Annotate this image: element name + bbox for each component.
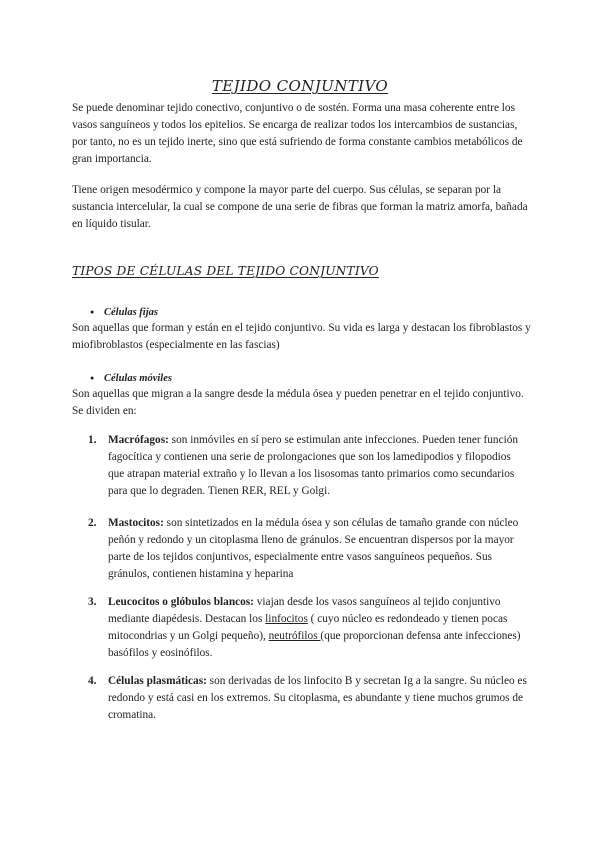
bullet-dot-icon: ● [90, 374, 95, 382]
intro-paragraph-1: Se puede denominar tejido conectivo, conjuntivo o de sostén. Forma una masa coherente entre los vasos sanguíneos y todos los epitelios. Se encarga de realizar todos los intercambios de sustancias, por tanto, no es un tejido inerte, sino que está sufriendo de forma constante cambios metabólicos de gran importancia. [72, 102, 523, 165]
list-item-body [108, 515, 528, 583]
list-item-text: son derivadas de los linfocito B y secretan Ig a la sangre. Su núcleo es redondo y está casi en los extremos. Su citoplasma, es abundante y tiene muchos grumos de cromatina. [108, 675, 527, 721]
bullet-label-fijas: Células fijas [104, 307, 158, 318]
list-item-text: son inmóviles en sí pero se estimulan ante infecciones. Pueden tener función fagocítica y contienen una serie de prolongaciones que son los lamedipodios y filopodios que atrapan material extraño y lo llevan a los lisosomas tanto primarios como secundarios para que lo degraden. Tienen RER, REL y Golgi. [108, 434, 519, 497]
list-item-term: Macrófagos: [108, 434, 169, 446]
list-item-number: 4. [88, 675, 97, 687]
list-item-term: Mastocitos: [108, 517, 164, 529]
link-neutrofilos[interactable]: neutrófilos [268, 630, 321, 642]
list-item-body [108, 673, 528, 724]
list-item-number: 3. [88, 596, 97, 608]
list-item-text: (que proporcionan defensa ante infecciones) basófilos y eosinófilos. [108, 630, 521, 659]
list-item-term: Células plasmáticas: [108, 675, 207, 687]
bullet-label-moviles: Células móviles [104, 373, 172, 384]
list-item-number: 1. [88, 434, 97, 446]
list-item-number: 2. [88, 517, 97, 529]
list-item-body [108, 594, 528, 662]
list-item-text: viajan desde los vasos sanguíneos al tejido conjuntivo mediante diapédesis. Destacan los [108, 596, 501, 625]
list-item-body [108, 432, 528, 500]
fijas-paragraph: Son aquellas que forman y están en el tejido conjuntivo. Su vida es larga y destacan los fibroblastos y miofibroblastos (especialmente en las fascias) [72, 322, 531, 351]
bullet-celulas-moviles [90, 370, 510, 387]
section-heading: TIPOS DE CÉLULAS DEL TEJIDO CONJUNTIVO [72, 264, 379, 278]
list-item-term: Leucocitos o glóbulos blancos: [108, 596, 254, 608]
moviles-paragraph: Son aquellas que migran a la sangre desde la médula ósea y pueden penetrar en el tejido conjuntivo. Se dividen en: [72, 388, 524, 417]
link-linfocitos[interactable]: linfocitos [265, 613, 308, 625]
bullet-dot-icon: ● [90, 308, 95, 316]
bullet-celulas-fijas [90, 304, 510, 321]
list-item-text: ( cuyo núcleo es redondeado y tienen pocas mitocondrias y un Golgi pequeño), [108, 613, 508, 642]
list-item-text: son sintetizados en la médula ósea y son células de tamaño grande con núcleo peñón y redondo y un citoplasma lleno de gránulos. Se encuentran dispersos por la mayor parte de los tejidos conjuntivos, especialmente entre vasos sanguíneos pequeños. Sus gránulos, contienen histamina y heparina [108, 517, 519, 580]
page-title: TEJIDO CONJUNTIVO [211, 77, 389, 95]
intro-paragraph-2: Tiene origen mesodérmico y compone la mayor parte del cuerpo. Sus células, se separan por la sustancia intercelular, la cual se compone de una serie de fibras que forman la matriz amorfa, bañada en líquido tisular. [72, 184, 528, 230]
